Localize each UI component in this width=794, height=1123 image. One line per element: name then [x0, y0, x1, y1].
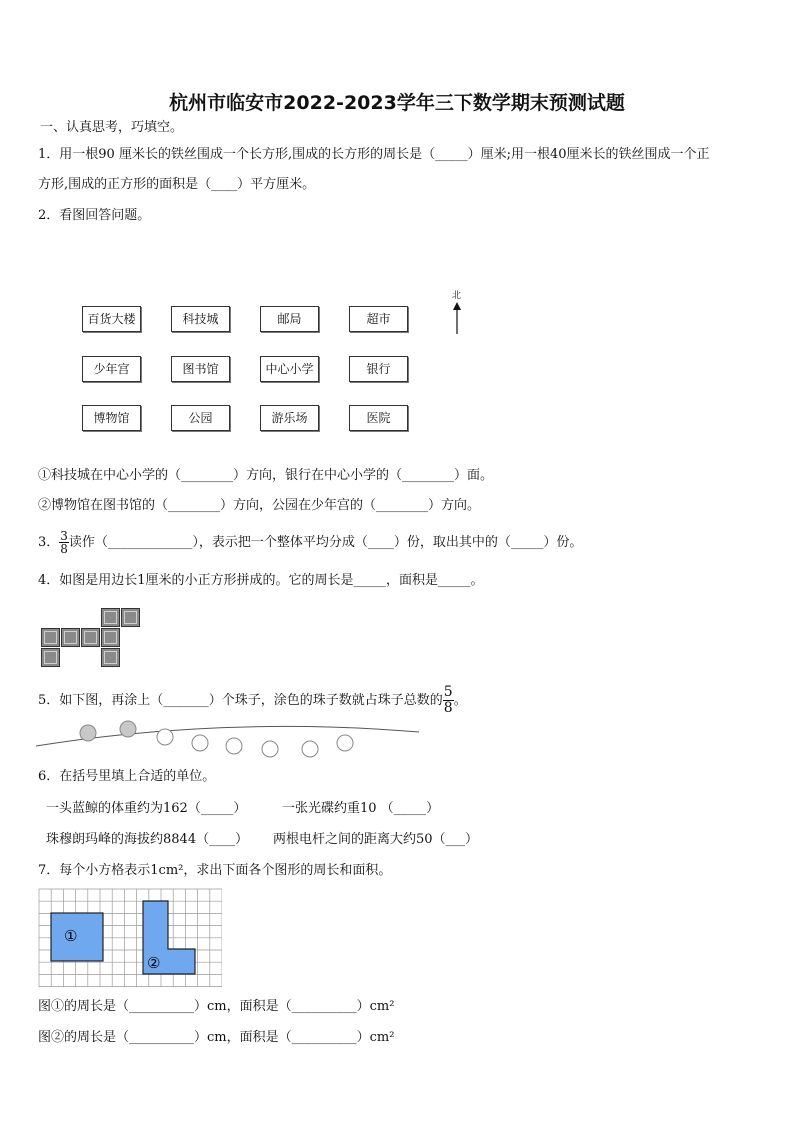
square-cell: [121, 608, 140, 627]
q6-everest: 珠穆朗玛峰的海拔约8844（____）: [46, 832, 249, 847]
square-cell: [101, 628, 120, 647]
map-place-box: 百货大楼: [82, 306, 141, 332]
q5-end: 。: [453, 693, 467, 708]
q3-line: [38, 530, 582, 556]
q5-text: 5．如下图，再涂上（_______）个珠子，涂色的珠子数就占珠子总数的: [38, 693, 443, 708]
bead-shaded: [80, 725, 96, 741]
north-label: 北: [452, 291, 462, 301]
q2-heading: 2．看图回答问题。: [38, 208, 151, 223]
shape-1-label: ①: [64, 927, 78, 945]
fraction-denominator: 8: [443, 700, 453, 716]
q7-heading: 7．每个小方格表示1cm²，求出下面各个图形的周长和面积。: [38, 863, 392, 878]
bead-empty: [192, 735, 208, 751]
square-cell: [61, 628, 80, 647]
q4-text: 4．如图是用边长1厘米的小正方形拼成的。它的周长是_____，面积是_____。: [38, 573, 484, 588]
bead-empty: [337, 735, 353, 751]
bead-empty: [157, 729, 173, 745]
map-place-box: 博物馆: [82, 405, 141, 431]
fraction-numerator: 3: [60, 529, 68, 543]
square-cell: [101, 608, 120, 627]
square-cell: [41, 648, 60, 667]
map-place-box: 邮局: [260, 306, 319, 332]
bead-empty: [302, 741, 318, 757]
section-heading: 一、认真思考，巧填空。: [40, 120, 184, 135]
bead-empty: [226, 738, 242, 754]
bead-empty: [262, 741, 278, 757]
bead-string: [34, 716, 424, 760]
q3-text: 读作（_____________），表示把一个整体平均分成（____）份，取出其中的（_____）份。: [68, 535, 583, 550]
shape-2-label: ②: [147, 954, 161, 972]
map-place-box: 少年宫: [82, 356, 141, 382]
q2-sub1: ①科技城在中心小学的（________）方向，银行在中心小学的（________）面。: [38, 468, 494, 483]
q6-blue-whale: 一头蓝鲸的体重约为162（_____）: [46, 801, 247, 816]
fraction-3-8: [59, 530, 69, 555]
map-place-box: 科技城: [171, 306, 230, 332]
q7-answer-2: 图②的周长是（__________）cm，面积是（__________）cm²: [38, 1030, 395, 1045]
square-cell: [101, 648, 120, 667]
q6-disc: 一张光碟约重10 （_____）: [282, 801, 440, 816]
map-place-box: 公园: [171, 405, 230, 431]
page-title: 杭州市临安市2022-2023学年三下数学期末预测试题: [169, 92, 625, 114]
q6-heading: 6．在括号里填上合适的单位。: [38, 769, 216, 784]
map-place-box: 医院: [349, 405, 408, 431]
map-place-box: 中心小学: [260, 356, 319, 382]
map-place-box: 银行: [349, 356, 408, 382]
q5-line: [38, 682, 467, 720]
map-place-box: 超市: [349, 306, 408, 332]
fraction-5-8: [443, 685, 454, 716]
map-place-box: 游乐场: [260, 405, 319, 431]
q3-prefix: 3．: [38, 535, 60, 550]
north-arrow-icon: [450, 300, 464, 336]
square-cell: [41, 628, 60, 647]
q1-line2: 方形,围成的正方形的面积是（____）平方厘米。: [38, 177, 316, 192]
square-cell: [81, 628, 100, 647]
bead-shaded: [120, 721, 136, 737]
fraction-denominator: 8: [60, 542, 68, 556]
q7-answer-1: 图①的周长是（__________）cm，面积是（__________）cm²: [38, 999, 395, 1014]
q2-sub2: ②博物馆在图书馆的（________）方向，公园在少年宫的（________）方向。: [38, 498, 481, 513]
fraction-numerator: 5: [443, 684, 453, 700]
q1-line1: 1．用一根90 厘米长的铁丝围成一个长方形,围成的长方形的周长是（_____）厘米;用一根40厘米长的铁丝围成一个正: [38, 147, 710, 162]
grid-figure: [38, 888, 222, 990]
map-place-box: 图书馆: [171, 356, 230, 382]
q6-poles: 两根电杆之间的距离大约50（___）: [273, 832, 479, 847]
